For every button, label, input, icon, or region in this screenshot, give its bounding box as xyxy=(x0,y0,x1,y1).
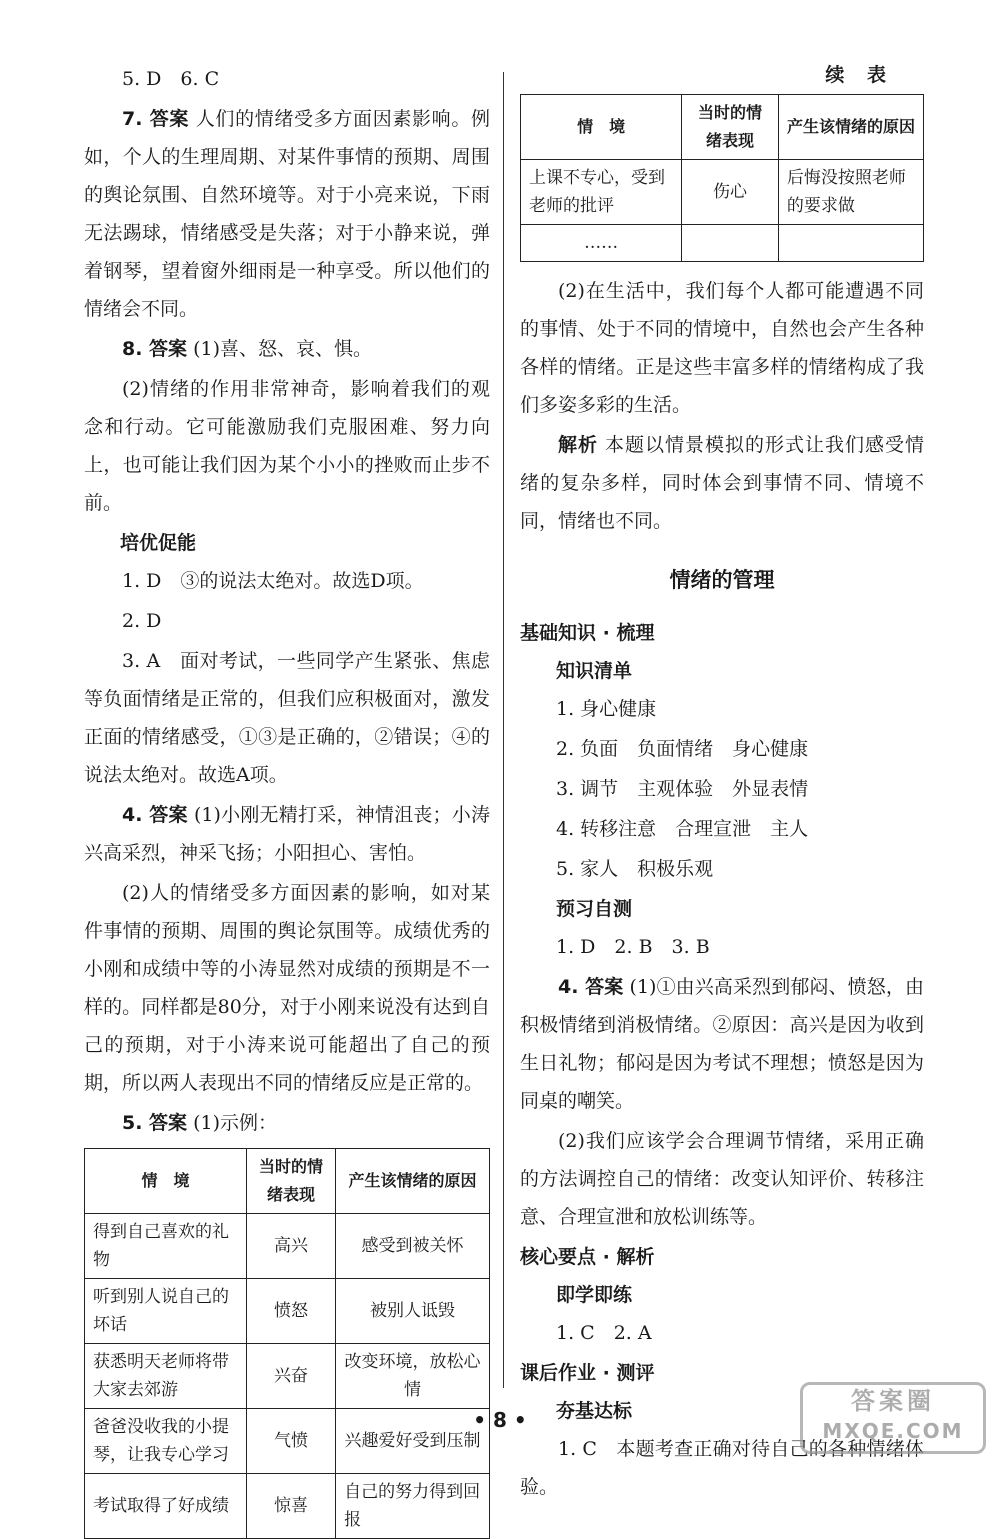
peiyou-answer-2: 2. D xyxy=(122,610,162,632)
cell-reason: 感受到被关怀 xyxy=(336,1214,490,1279)
cell-situation: …… xyxy=(521,225,682,262)
column-divider xyxy=(503,72,504,1388)
list-item: 5. 家人 积极乐观 xyxy=(556,858,714,880)
table-header: 情 境 xyxy=(85,1149,247,1214)
watermark-line2: MXQE.COM xyxy=(822,1419,964,1443)
cell-reason xyxy=(778,225,923,262)
heading-jixue: 即学即练 xyxy=(556,1284,633,1306)
table-row xyxy=(521,160,924,225)
list-item: 3. 调节 主观体验 外显表情 xyxy=(556,778,809,800)
table-header: 当时的情绪表现 xyxy=(682,95,779,160)
table-row xyxy=(85,1214,490,1279)
answer-8-part2: (2)情绪的作用非常神奇，影响着我们的观念和行动。它可能激励我们克服困难、努力向上，也可能让我们因为某个小小的挫败而止步不前。 xyxy=(84,378,490,514)
answer-8-p1 xyxy=(84,330,490,368)
cell-reason: 自己的努力得到回报 xyxy=(336,1474,490,1539)
list-item: 1. 身心健康 xyxy=(556,698,657,720)
cell-emotion: 愤怒 xyxy=(247,1279,336,1344)
peiyou-answer-4-part2: (2)人的情绪受多方面因素的影响，如对某件事情的预期、周围的舆论氛围等。成绩优秀的小刚和成绩中等的小涛显然对成绩的预期是不一样的。同样都是80分，对于小刚来说没有达到自己的预期，对于小涛来说可能超出了自己的预期，所以两人表现出不同的情绪反应是正常的。 xyxy=(84,882,490,1094)
table-header: 当时的情绪表现 xyxy=(247,1149,336,1214)
cell-situation: 得到自己喜欢的礼物 xyxy=(85,1214,247,1279)
cell-reason: 后悔没按照老师的要求做 xyxy=(778,160,923,225)
yuxi-4-part1: (1)①由兴高采烈到郁闷、愤怒，由积极情绪到消极情绪。②原因：高兴是因为收到生日礼物；郁闷是因为考试不理想；愤怒是因为同桌的嘲笑。 xyxy=(520,976,924,1112)
answer-5-label: 5. 答案 xyxy=(122,1112,188,1134)
table-row xyxy=(521,225,924,262)
list-item: 4. 转移注意 合理宣泄 主人 xyxy=(556,818,809,840)
answer-5-part2: (2)在生活中，我们每个人都可能遭遇不同的事情、处于不同的情境中，自然也会产生各种各样的情绪。正是这些丰富多样的情绪构成了我们多姿多彩的生活。 xyxy=(520,280,924,416)
yuxi-answer-4-p1 xyxy=(520,968,924,1120)
yuxi-answer-4-part2: (2)我们应该学会合理调节情绪，采用正确的方法调控自己的情绪：改变认知评价、转移注意、合理宣泄和放松训练等。 xyxy=(520,1130,924,1228)
table-row xyxy=(85,1344,490,1409)
cell-emotion: 高兴 xyxy=(247,1214,336,1279)
table-header-row xyxy=(85,1149,490,1214)
answer-7-label: 7. 答案 xyxy=(122,108,190,130)
peiyou-answer-3: 3. A 面对考试，一些同学产生紧张、焦虑等负面情绪是正常的，但我们应积极面对，激发正面的情绪感受，①③是正确的，②错误；④的说法太绝对。故选A项。 xyxy=(84,650,490,786)
table-header: 情 境 xyxy=(521,95,682,160)
analysis xyxy=(520,426,924,540)
table-header: 产生该情绪的原因 xyxy=(778,95,923,160)
left-column xyxy=(84,60,490,1539)
table-row xyxy=(85,1279,490,1344)
cell-situation: 上课不专心，受到老师的批评 xyxy=(521,160,682,225)
table-continued-label: 续 表 xyxy=(825,64,894,86)
jixue-answers: 1. C 2. A xyxy=(556,1322,652,1344)
section-title: 情绪的管理 xyxy=(669,568,775,592)
answer-7 xyxy=(84,100,490,328)
heading-hexin: 核心要点 · 解析 xyxy=(520,1246,655,1268)
analysis-text: 本题以情景模拟的形式让我们感受情绪的复杂多样，同时体会到事情不同、情境不同，情绪也不同。 xyxy=(520,434,924,532)
yuxi-answers-1-3: 1. D 2. B 3. B xyxy=(556,936,710,958)
page-number: • 8 • xyxy=(473,1408,527,1432)
watermark-line1: 答案圈 xyxy=(851,1387,935,1415)
peiyou-answer-1: 1. D ③的说法太绝对。故选D项。 xyxy=(122,570,424,592)
emotion-table xyxy=(84,1148,490,1539)
heading-kehou: 课后作业 · 测评 xyxy=(520,1362,655,1384)
cell-emotion: 气愤 xyxy=(247,1409,336,1474)
cell-emotion xyxy=(682,225,779,262)
cell-reason: 被别人诋毁 xyxy=(336,1279,490,1344)
cell-situation: 听到别人说自己的坏话 xyxy=(85,1279,247,1344)
cell-emotion: 惊喜 xyxy=(247,1474,336,1539)
table-header-row xyxy=(521,95,924,160)
heading-jichu: 基础知识 · 梳理 xyxy=(520,622,655,644)
yuxi-4-label: 4. 答案 xyxy=(558,976,624,998)
table-header: 产生该情绪的原因 xyxy=(336,1149,490,1214)
right-column xyxy=(520,60,924,1508)
heading-duoji: 夯基达标 xyxy=(556,1400,633,1422)
answer-4-label: 4. 答案 xyxy=(122,804,188,826)
peiyou-answer-4-p1 xyxy=(84,796,490,872)
cell-situation: 获悉明天老师将带大家去郊游 xyxy=(85,1344,247,1409)
analysis-label: 解析 xyxy=(558,434,598,456)
heading-peiyou: 培优促能 xyxy=(120,532,197,554)
cell-emotion: 伤心 xyxy=(682,160,779,225)
answer-7-text: 人们的情绪受多方面因素影响。例如，个人的生理周期、对某件事情的预期、周围的舆论氛围、自然环境等。对于小亮来说，下雨无法踢球，情绪感受是失落；对于小静来说，弹着钢琴，望着窗外细雨是一种享受。所以他们的情绪会不同。 xyxy=(84,108,490,320)
list-item: 2. 负面 负面情绪 身心健康 xyxy=(556,738,809,760)
heading-yuxi: 预习自测 xyxy=(556,898,633,920)
watermark-logo xyxy=(800,1382,986,1454)
table-row xyxy=(85,1474,490,1539)
answer-4-part1: (1)小刚无精打采，神情沮丧；小涛兴高采烈，神采飞扬；小阳担心、害怕。 xyxy=(84,804,490,864)
emotion-table-continued xyxy=(520,94,924,262)
cell-reason: 改变环境，放松心情 xyxy=(336,1344,490,1409)
duoji-answer-1: 1. C 本题考查正确对待自己的各种情绪体验。 xyxy=(520,1438,924,1498)
cell-emotion: 兴奋 xyxy=(247,1344,336,1409)
answer-8-label: 8. 答案 xyxy=(122,338,188,360)
cell-situation: 考试取得了好成绩 xyxy=(85,1474,247,1539)
answer-5-part1: (1)示例： xyxy=(193,1112,278,1134)
heading-qingdan: 知识清单 xyxy=(556,660,633,682)
cell-reason: 兴趣爱好受到压制 xyxy=(336,1409,490,1474)
cell-situation: 爸爸没收我的小提琴，让我专心学习 xyxy=(85,1409,247,1474)
answers-5-6: 5. D 6. C xyxy=(122,68,220,90)
answer-8-part1: (1)喜、怒、哀、惧。 xyxy=(193,338,373,360)
peiyou-answer-5-p1 xyxy=(84,1104,490,1142)
